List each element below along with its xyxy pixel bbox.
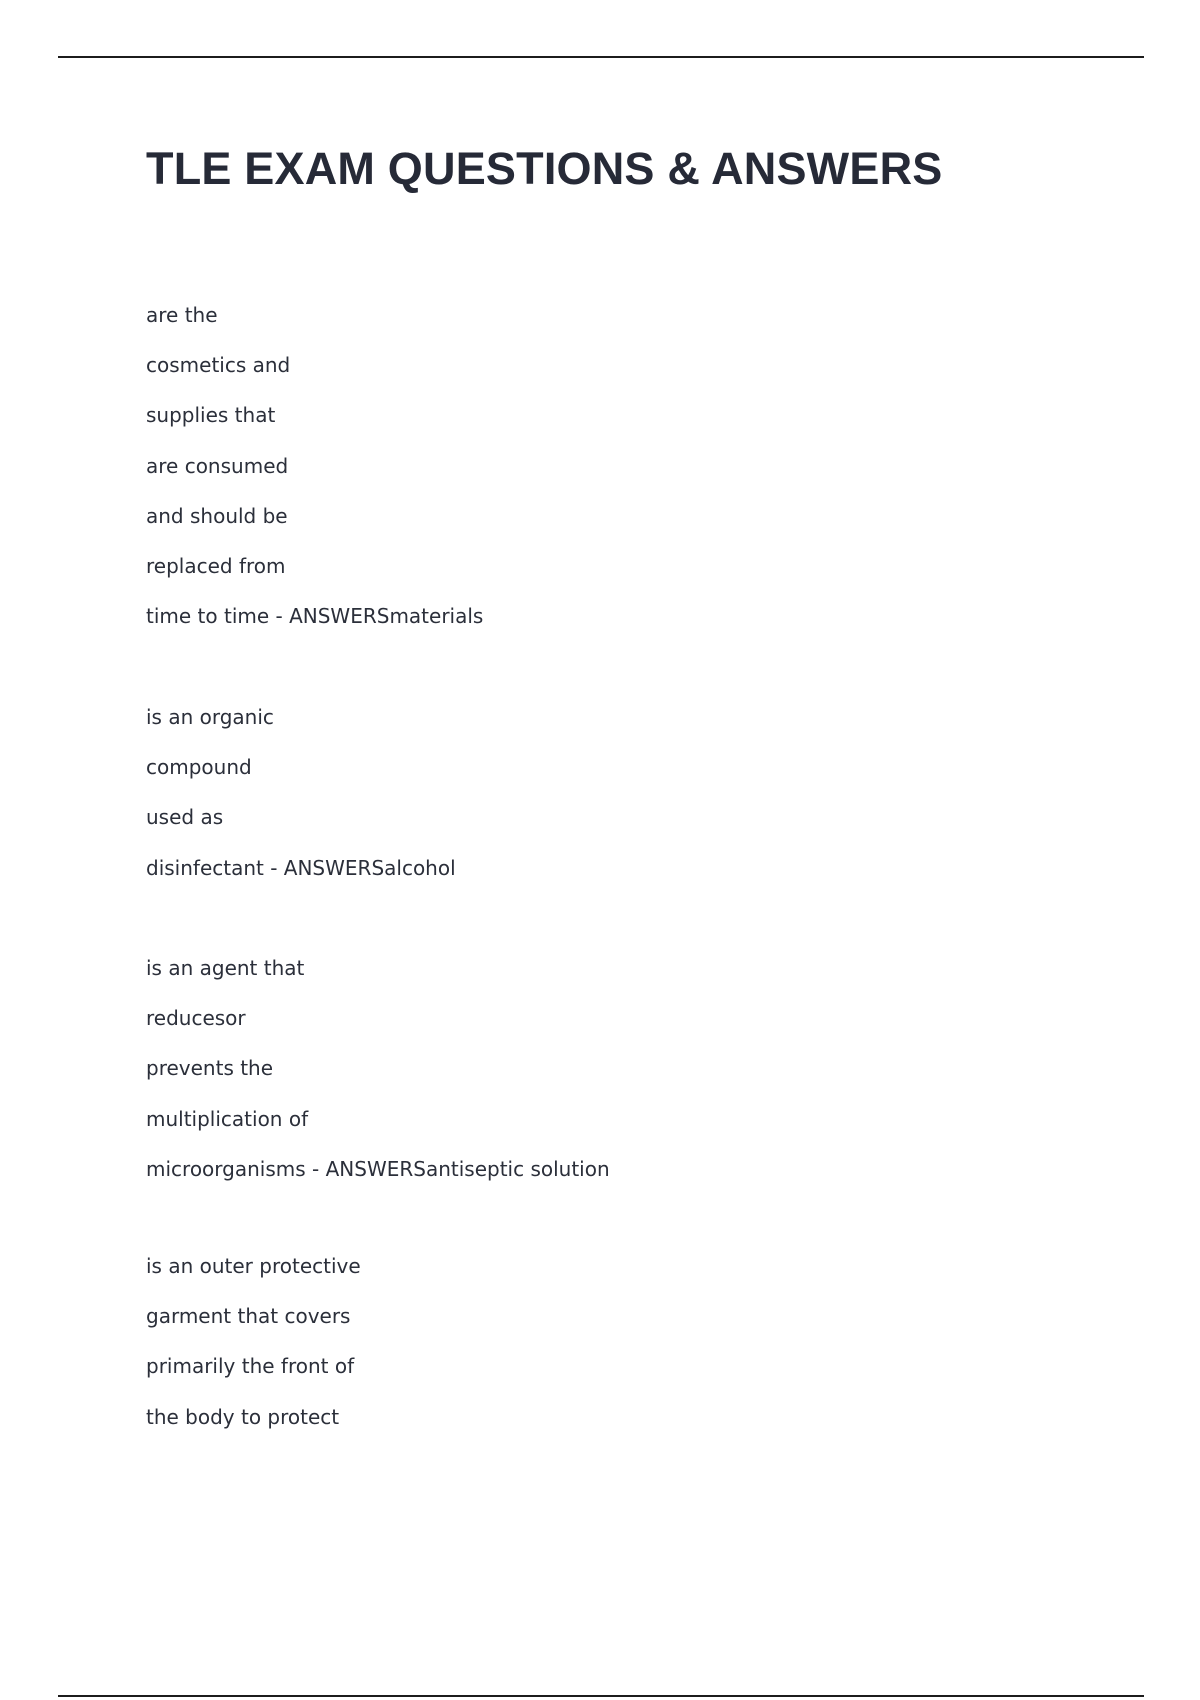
qa-line: is an organic: [146, 705, 274, 729]
qa-line: is an outer protective: [146, 1254, 361, 1278]
qa-item: [146, 1241, 361, 1442]
qa-answer-line: microorganisms - ANSWERSantiseptic solution: [146, 1156, 610, 1181]
qa-line: prevents the: [146, 1056, 274, 1081]
bottom-divider: [58, 1695, 1144, 1697]
qa-line: supplies that: [146, 403, 276, 428]
qa-item: [146, 943, 610, 1194]
qa-line: are the: [146, 303, 218, 327]
qa-line: the body to protect: [146, 1404, 340, 1429]
qa-answer-line: time to time - ANSWERSmaterials: [146, 604, 484, 629]
qa-line: replaced from: [146, 553, 286, 578]
qa-line: compound: [146, 755, 252, 780]
qa-line: is an agent that: [146, 956, 305, 980]
qa-item: [146, 290, 483, 641]
qa-line: primarily the front of: [146, 1354, 355, 1379]
document-title: TLE EXAM QUESTIONS & ANSWERS: [146, 143, 943, 194]
qa-line: reducesor: [146, 1006, 246, 1031]
qa-line: are consumed: [146, 453, 289, 478]
qa-line: and should be: [146, 503, 288, 528]
qa-line: cosmetics and: [146, 353, 291, 378]
qa-line: used as: [146, 805, 224, 830]
qa-answer-line: disinfectant - ANSWERSalcohol: [146, 855, 456, 880]
top-divider: [58, 56, 1144, 58]
qa-item: [146, 692, 456, 893]
qa-line: multiplication of: [146, 1106, 309, 1131]
qa-line: garment that covers: [146, 1304, 351, 1329]
